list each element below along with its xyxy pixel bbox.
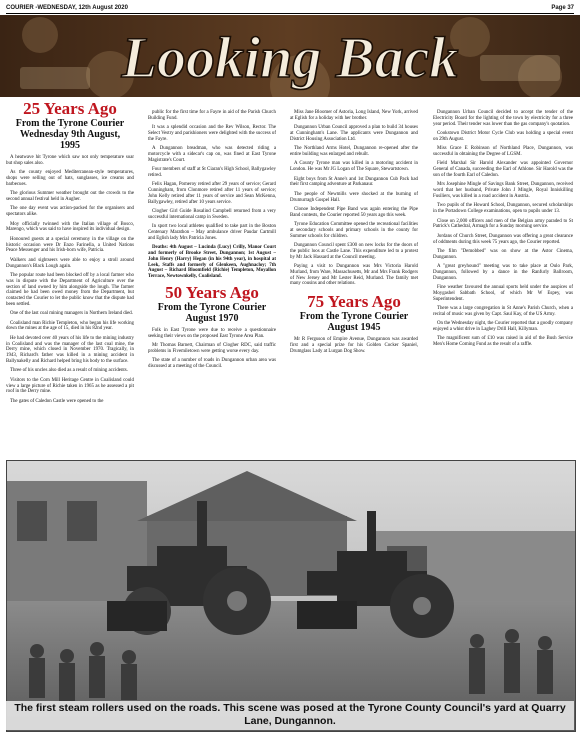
paragraph: Moy officially twinned with the Italian village of Bosco, Marengo, which was said to have inspired its individual design. [6, 221, 134, 233]
paragraph: The glorious Summer weather brought out the crowds to the second annual festival held in Augher. [6, 191, 134, 202]
paragraph: There was a large congregation in St Anne's Parish Church, when a recital of music was given by Capt. Saul Kay, of the US Army. [433, 306, 573, 317]
section-50-years-subheading: From the Tyrone Courier August 1970 [157, 302, 267, 325]
paragraph: Jordans of Church Street, Dungannon was offering a great clearance of oddments during this week 75 years ago, the Courier reported. [433, 233, 573, 245]
paragraph: Dungannon Urban Council approved a plan to build 34 houses at Cunningham's Lane. The applicants were Dungannon and District Housing Association Ltd. [290, 125, 418, 142]
paragraph: Tyrone Education Committee opened the recreational facilities at secondary schools and primary schools in the county for Summer schools for children. [290, 222, 418, 239]
paragraph: The magnificent sum of £10 was raised in aid of the Bush Service Men's Home Coming Fund as the result of a raffle. [433, 336, 573, 348]
paragraph: Cookstown District Motor Cycle Club was holding a special event on 29th August. [433, 130, 573, 142]
paragraph: The state of a number of roads in Dungannon urban area was discussed at a meeting of the Council. [148, 358, 276, 370]
deaths-notice: Deaths: 4th August – Lucinda (Lucy) Crilly, Manor Court and formerly of Brooke Street, Dungannon; 1st August – John Henry (Harry) Hegan (in his 94th year), in hospital at Leek, Staffs and formerly of Glenkeen, Aughnacloy; 7th August – Richard Bloomfield (Richie) Templeton, Moyallon Terrace, Newtownkelly, Coalisland. [148, 245, 276, 280]
paragraph: Two pupils of the Howard School, Dungannon, secured scholarships in the Portadown College examinations, open to pupils under 13. [433, 203, 573, 215]
section-50-years-heading: 50 Years Ago [165, 283, 259, 303]
column-3 [290, 110, 418, 358]
section-75-years-subheading: From the Tyrone Courier August 1945 [299, 311, 409, 334]
steam-roller-photo [7, 461, 575, 731]
paragraph: Field Marshal Sir Harold Alexander was appointed Governor General of Canada, succeeding the Earl of Athlone. Sir Harold was the son of the fourth Earl of Caledon. [433, 161, 573, 178]
column-1 [6, 100, 134, 408]
banner-graphic [0, 15, 580, 97]
paragraph: Visitors to the Corn Mill Heritage Centre in Coalisland could view a large picture of Richie taken in 1965 as he assessed a pit roof in the Derry mine. [6, 377, 134, 395]
column-2 [148, 110, 276, 374]
header-page-number: Page 37 [551, 5, 574, 11]
paragraph: Mr R Ferguson of Empire Avenue, Dungannon was awarded first and a special prize for his Golden Cocker Spaniel, Drumglass Lady at Lurgan Dog Show. [290, 337, 418, 354]
paragraph: As the county enjoyed Mediterranean-style temperatures, shops were selling out of hats, sunglasses, ice creams and barbecues. [6, 170, 134, 187]
paragraph: Folk in East Tyrone were due to receive a questionnaire seeking their views on the proposed East Tyrone Area Plan. [148, 328, 276, 339]
paragraph: A Dungannon breadman, who was detected riding a motorcycle with a sidecar's cap on, was fined at East Tyrone Magistrate's Court. [148, 146, 276, 163]
paragraph: Miss Jane Bloomer of Astoria, Long Island, New York, arrived at Eglish for a holiday with her brother. [290, 110, 418, 121]
paragraph: Honoured guests at a special ceremony in the village on the historic occasion were Dr Enzo Farinella, a United Nations Peace Messenger and his Irish-born wife, Patricia. [6, 236, 134, 254]
paragraph: Mrs Josephine Mingle of Savings Bank Street, Dungannon, received word that her husband, Private John J Mingle, Royal Inniskilling Fusiliers, was killed in a road accident in Austria. [433, 182, 573, 199]
paragraph: Three of his uncles also died as a result of mining accidents. [10, 368, 128, 374]
paragraph: Paying a visit to Dungannon was Mrs Victoria Harold Murland, from Ware, Massachusetts, Mr and Mrs Frank Rodgers of New Jersey and Mr Lester Reid, Murland. The family met many cousins and other relations. [290, 264, 418, 287]
paragraph: It was a splendid occasion and the Rev Wilson, Rector. The Select Vestry and parishioners were delighted with the success of the Fayre. [148, 125, 276, 142]
paragraph: Clogher Girl Guide Rosalind Campbell returned from a very successful international camp in Sweden. [148, 209, 276, 220]
paragraph: A heatwave hit Tyrone which saw not only temperature soar but shop sales also. [6, 155, 134, 166]
paragraph: Four members of staff at St Ciaran's High School, Ballygawley retired. [148, 167, 276, 178]
paragraph: The popular route had been blocked off by a local farmer who was in dispute with the Department of Agriculture over the section of land owned by him alongside the lough. The farmer claimed he had been owed money from the Department, but contacted the Courier to let the public know that the dispute had been settled. [6, 272, 134, 307]
section-75-years-heading: 75 Years Ago [307, 292, 401, 312]
header-issue: COURIER -WEDNESDAY, 12th August 2020 [6, 5, 128, 11]
banner-title: Looking Back [121, 25, 459, 90]
section-25-years-heading: 25 Years Ago [23, 99, 117, 118]
page-header [6, 3, 574, 14]
photo-caption: The first steam rollers used on the roads. This scene was posed at the Tyrone County Council's yard at Quarry Lane, Dungannon. [6, 701, 574, 730]
paragraph: Close on 2,000 officers and men of the Belgian army paraded to St Patrick's Cathedral, Armagh for a Sunday morning service. [433, 218, 573, 230]
historic-photo [6, 460, 576, 732]
paragraph: Dungannon Urban Council decided to accept the tender of the Electricity Board for the lighting of the town by electricity for a three year period. Their tender was lower than the gas company's quotation. [433, 110, 573, 127]
paragraph: Eight boys from St Anne's and 1st Dungannon Cub Pack had their first camping adventure at Parkanaur. [290, 176, 418, 188]
paragraph: Mr Thomas Barnett, Chairman of Clogher RDC, said traffic problems in Fivemiletown were getting worse every day. [148, 343, 276, 355]
paragraph: In sport two local athletes qualified to take part in the Boston Centenary Marathon – May ambulance driver Paudar Cartmill and Eglish lady Mrs Patricia Jones. [148, 224, 276, 241]
paragraph: He had devoted over 40 years of his life to the mining industry in Coalisland and was the manager of the last coal mine, the Derry mine, which closed in November 1970. Tragically, in 1943, Richard's father was killed in a mining accident in Ballynakelly and Richard helped bring his body to the surface. [6, 335, 134, 365]
paragraph: A "great greyhound" meeting was to take place at Oulo Park, Dungannon, followed by a dance in the Ranfurly Ballroom, Dungannon. [433, 264, 573, 281]
paragraph: Dungannon Council spent £300 on new locks for the doors of the public loos at Castle Lane. This expenditure led to a protest by Mr Jack Hassard at the Council meeting. [290, 243, 418, 260]
paragraph: Walkers and sightseers were able to enjoy a stroll around Dungannon's Black Lough again. [6, 257, 134, 269]
paragraph: The one day event was action-packed for the organisers and spectators alike. [6, 206, 134, 218]
paragraph: The Northland Arms Hotel, Dungannon re-opened after the entire building was enlarged and rebuilt. [290, 146, 418, 157]
column-4 [433, 110, 573, 352]
paragraph: The gates of Caledon Castle were opened to the [10, 398, 104, 404]
looking-back-banner [0, 15, 580, 97]
paragraph: One of the last coal mining managers in Northern Ireland died. [10, 311, 133, 317]
paragraph: On the Wednesday night, the Courier reported that a goodly company enjoyed a whist drive in Laghey Drill Hall, Killyman. [433, 321, 574, 333]
paragraph: Clonoe Independent Pipe Band was again entering the Pipe Band contests, the Courier reported 50 years ago this week. [290, 206, 418, 218]
paragraph: Felix Hagan, Pomeroy retired after 29 years of service; Gerard Cunningham, from Clonmore retired after 11 years of service; John Kelly retired after 11 years of service and Sean McKenna, Ballygawley, retired after 10 years service. [148, 182, 276, 205]
paragraph: A County Tyrone man was killed in a motoring accident in London. He was Mr JG Logan of The Square, Stewartstown. [290, 161, 418, 173]
paragraph: public for the first time for a Fayre in aid of the Parish Church Building Fund. [148, 110, 276, 121]
paragraph: Miss Grace E Robinson of Northland Place, Dungannon, was successful in obtaining the Degree of LGSM. [433, 146, 573, 157]
paragraph: Fine weather favoured the annual sports held under the auspices of Moygashel Sabbath School, of which Mr W Espey, was Superintendent. [433, 285, 573, 302]
paragraph: The film "Demobbed" was on show at the Astor Cinema, Dungannon. [433, 248, 573, 260]
paragraph: Coalisland man Richie Templeton, who began his life working down the mines at the age of 15, died in his 82nd year. [6, 320, 134, 332]
section-25-years-subheading: From the Tyrone Courier Wednesday 9th August, 1995 [15, 118, 125, 151]
paragraph: The people of Newmills were shocked at the burning of Drumurragh Gospel Hall. [290, 191, 418, 203]
